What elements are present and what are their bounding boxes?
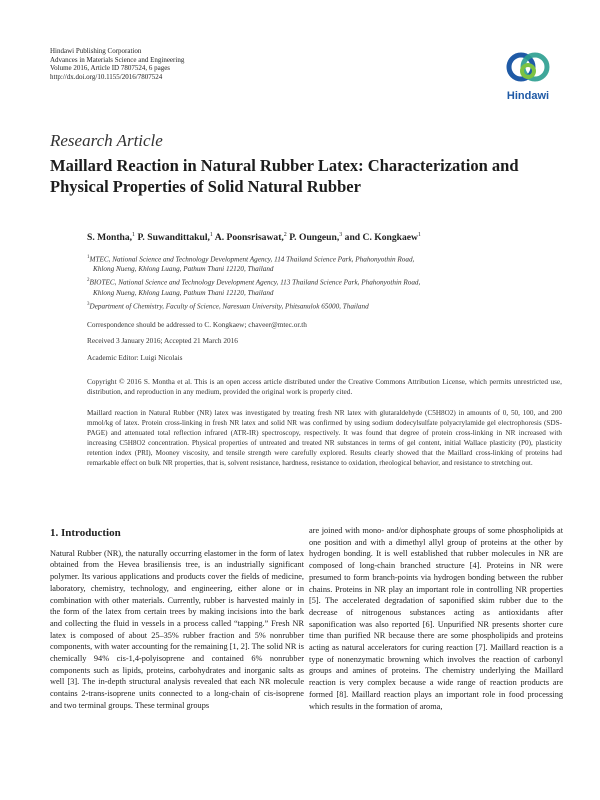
received-dates: Received 3 January 2016; Accepted 21 March 2016 xyxy=(87,336,238,345)
correspondence: Correspondence should be addressed to C. Kongkaew; chaveer@mtec.or.th xyxy=(87,320,307,329)
copyright-notice: Copyright © 2016 S. Montha et al. This is an open access article distributed under the Creative Commons Attribution License, which permits unrestricted use, distribution, and reproduction in any medium, provided the original work is properly cited. xyxy=(87,377,562,396)
author: P. Suwandittakul, xyxy=(137,232,210,244)
intro-paragraph-continued: are joined with mono- and/or diphosphate groups of some phospholipids at one position and with a dimethyl allyl group of proteins at the other by hydrogen bonding. It is well established that rubber molecules in NR are composed of long-chain branched structure [4]. Proteins in NR were presumed to form branch-points via hydrogen bonding between the rubber chains. Proteins in NR play an important role in controlling NR properties [5]. The accelerated degradation of saponified skim rubber due to the decrease of nitrogenous substances acting as antioxidants after saponification was also reported [6]. Unpurified NR presents shorter cure time than purified NR because there are some phospholipids and proteins acting as natural accelerators for curing reaction [7]. Maillard reaction is a type of nonenzymatic browning which involves the reaction of carbonyl groups and amines of proteins. The chemistry underlying the Maillard reaction is very complex because a wide range of reaction products are formed [8]. Maillard reaction plays an important role in food processing which results in the formation of aroma, xyxy=(309,526,563,711)
affiliation-item: $^1$MTEC, National Science and Technology Development Agency, 114 Thailand Science Park, Phahonyothin Road, Khlong Nueng, Khlong Luang, Pathum Thani 12120, Thailand xyxy=(87,255,415,274)
intro-paragraph: Natural Rubber (NR), the naturally occurring elastomer in the form of latex obtained from the Hevea brasiliensis tree, is an industrially significant polymer. Its various applications and products cover the fields of medicine, laboratory, chemistry, technology, and engineering, either alone or in combination with other materials. Currently, rubber is harvested mainly in the form of the latex from certain trees by making incisions into the bark and collecting the fluid in vessels in a process called “tapping.” Fresh NR latex is composed of about 25–35% rubber fraction and 5% nonrubber components, with water accounting for the remaining [1, 2]. The solid NR is chemically 94% cis-1,4-polyisoprene and contained 6% nonrubber components such as lipids, proteins, carbohydrates and inorganic salts as well [3]. The in-depth structural analysis revealed that each NR molecule contains 2-trans-isoprene units connected to a long-chain of cis-isoprene and two terminal groups. These terminal groups xyxy=(50,548,304,710)
body-column-right xyxy=(309,525,563,712)
affiliation-item: $^3$Department of Chemistry, Faculty of Science, Naresuan University, Phitsanulok 65000, Thailand xyxy=(87,301,369,311)
journal-name: Advances in Materials Science and Engineering xyxy=(50,55,185,64)
section-heading: 1. Introduction xyxy=(50,527,121,539)
article-type: Research Article xyxy=(50,131,163,150)
author: P. Oungeun, xyxy=(289,232,340,244)
paper-title: Maillard Reaction in Natural Rubber Latex: Characterization and Physical Properties of Solid Natural Rubber xyxy=(50,156,519,196)
journal-header xyxy=(50,47,184,81)
abstract: Maillard reaction in Natural Rubber (NR) latex was investigated by treating fresh NR latex with glutaraldehyde (C5H8O2) in amounts of 0, 50, 100, and 200 mmol/kg of latex. Protein cross-linking in fresh NR latex and solid NR was confirmed by using sodium dodecylsulfate polyacrylamide gel electrophoresis (SDS-PAGE) and attenuated total reflection infrared (ATR-IR) spectroscopy, respectively. It was found that degree of protein cross-linking in NR increased with increasing C5H8O2 concentration. Physical properties of untreated and treated NR substances in terms of gel content, initial Wallace plasticity (P0), plasticity retention index (PRI), Mooney viscosity, and tensile strength were carefully explored. Results clearly showed that the Maillard cross-linking of proteins had remarkable effect on bulk NR properties, that is, solvent resistance, hardness, resistance to oxidation, rheological behavior, and resistance to stretching out. xyxy=(87,409,562,467)
academic-editor: Academic Editor: Luigi Nicolais xyxy=(87,353,183,362)
logo-text: Hindawi xyxy=(506,90,550,102)
author: and C. Kongkaew xyxy=(344,232,418,244)
volume-info: Volume 2016, Article ID 7807524, 6 pages xyxy=(50,64,171,73)
author: A. Poonsrisawat, xyxy=(214,232,284,244)
doi-link[interactable]: http://dx.doi.org/10.1155/2016/7807524 xyxy=(50,72,163,81)
author: S. Montha, xyxy=(87,232,133,244)
affiliations xyxy=(87,253,557,313)
author-list: S. Montha,$^1$ P. Suwandittakul,$^1$ A. Poonsrisawat,$^2$ P. Oungeun,$^3$ and C. Kongkaew$^1$ xyxy=(87,232,421,244)
body-column-left xyxy=(50,528,304,712)
affiliation-item: $^2$BIOTEC, National Science and Technology Development Agency, 113 Thailand Science Park, Phahonyothin Road, Khlong Nueng, Khlong Luang, Pathum Thani 12120, Thailand xyxy=(87,278,421,297)
publisher: Hindawi Publishing Corporation xyxy=(50,47,142,55)
